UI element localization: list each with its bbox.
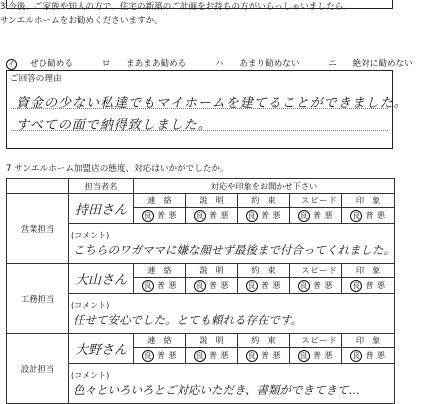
staff-evaluation-table [6, 178, 395, 404]
rating-promise[interactable]: 良 普 悪 [238, 208, 290, 224]
option-i[interactable] [6, 59, 89, 69]
rating-explanation[interactable]: 良 普 悪 [186, 208, 238, 224]
rating-explanation[interactable]: 良 普 悪 [186, 278, 238, 294]
recommend-options [6, 57, 439, 70]
rating-promise[interactable]: 良 普 悪 [238, 348, 290, 364]
comment-design: 色々といろいろとご対応いただき、書類ができてきて... [73, 383, 360, 397]
staff-name-sales: 持田さん [69, 194, 134, 224]
rating-contact[interactable]: 良 普 悪 [134, 348, 186, 364]
rating-impression[interactable]: 良 普 悪 [342, 348, 395, 364]
comment-sales: こちらのワガママに嫌な顔せず最後まで付合ってくれました。 [73, 243, 395, 257]
selected-circle-icon: 良 [142, 210, 154, 222]
comment-cell-construction [69, 294, 395, 334]
role-sales: 営業担当 [7, 194, 69, 264]
staff-name-design: 大野さん [69, 334, 134, 364]
selected-circle-icon: 良 [350, 350, 362, 362]
rating-impression[interactable]: 良 普 悪 [342, 278, 395, 294]
header-blank [7, 179, 69, 194]
rating-explanation[interactable]: 良 普 悪 [186, 348, 238, 364]
selected-circle-icon: 良 [142, 280, 154, 292]
category-speed: スピード [290, 334, 342, 348]
selected-circle-icon: 良 [298, 210, 310, 222]
selected-circle-icon: 良 [194, 210, 206, 222]
comment-cell-sales [69, 224, 395, 264]
rating-promise[interactable]: 良 普 悪 [238, 278, 290, 294]
category-explanation: 説明 [186, 194, 238, 208]
option-label: まあまあ勧める [126, 59, 187, 69]
option-label: あまり勧めない [239, 59, 300, 69]
category-explanation: 説明 [186, 334, 238, 348]
option-label: 絶対に勧めない [352, 59, 413, 69]
category-speed: スピード [290, 264, 342, 278]
reason-text-line-1: 資金の少ない私達でもマイホームを建てることができました。 [16, 96, 408, 111]
role-design: 設計担当 [7, 334, 69, 404]
selected-circle-icon: 良 [246, 210, 258, 222]
selected-circle-icon: 良 [298, 350, 310, 362]
category-impression: 印象 [342, 194, 395, 208]
category-promise: 約束 [238, 194, 290, 208]
category-impression: 印象 [342, 264, 395, 278]
reason-box [6, 70, 408, 149]
category-promise: 約束 [238, 334, 290, 348]
staff-name-construction: 大山さん [69, 264, 134, 294]
comment-cell-design [69, 364, 395, 404]
role-construction: 工務担当 [7, 264, 69, 334]
comment-construction: 任せて安心でした。とても頼れる存在です。 [73, 313, 303, 327]
rating-speed[interactable]: 良 普 悪 [290, 348, 342, 364]
comment-label: (コメント) [71, 371, 110, 380]
option-label: ぜひ勧める [30, 59, 73, 69]
header-evaluation: 対応や印象をお聞かせ下さい [134, 179, 395, 194]
selected-circle-icon: 良 [246, 280, 258, 292]
selected-circle-icon: 良 [194, 350, 206, 362]
header-staff-name: 担当者名 [69, 179, 134, 194]
category-contact: 連絡 [134, 264, 186, 278]
option-ha[interactable] [215, 59, 315, 69]
category-contact: 連絡 [134, 334, 186, 348]
category-contact: 連絡 [134, 194, 186, 208]
selected-circle-icon: 良 [194, 280, 206, 292]
question-3-line-2: サンエルホームをお勧めくださいますか。 [0, 16, 163, 26]
selected-circle-icon: 良 [142, 350, 154, 362]
option-mark: ニ [328, 59, 337, 69]
previous-answer-box [6, 0, 393, 9]
reason-label: ご回答の理由 [10, 74, 62, 84]
rating-speed[interactable]: 良 普 悪 [290, 278, 342, 294]
option-ro[interactable] [102, 59, 202, 69]
category-impression: 印象 [342, 334, 395, 348]
reason-text-line-2: すべての面で納得致しました。 [16, 118, 212, 133]
option-ni[interactable] [328, 59, 426, 69]
rating-contact[interactable]: 良 普 悪 [134, 208, 186, 224]
category-promise: 約束 [238, 264, 290, 278]
selected-circle-icon: 良 [298, 280, 310, 292]
rating-impression[interactable]: 良 普 悪 [342, 208, 395, 224]
comment-label: (コメント) [71, 301, 110, 310]
selected-circle-icon: 良 [350, 210, 362, 222]
question-3-line-1: 3 今後、ご家族や知人の方で、住宅の新築のご計画をお持ちの方がいらっしゃいましたら、 [0, 2, 352, 12]
category-speed: スピード [290, 194, 342, 208]
rating-contact[interactable]: 良 普 悪 [134, 278, 186, 294]
comment-label: (コメント) [71, 231, 110, 240]
category-explanation: 説明 [186, 264, 238, 278]
question-7-title: 7 サンエルホーム加盟店の態度、対応はいかがでしたか。 [6, 164, 229, 174]
selected-circle-icon: 良 [246, 350, 258, 362]
option-mark: ロ [101, 59, 111, 69]
selected-circle-icon: 良 [350, 280, 362, 292]
selected-circle-icon: イ [8, 60, 15, 68]
option-mark: ハ [214, 59, 224, 69]
rating-speed[interactable]: 良 普 悪 [290, 208, 342, 224]
